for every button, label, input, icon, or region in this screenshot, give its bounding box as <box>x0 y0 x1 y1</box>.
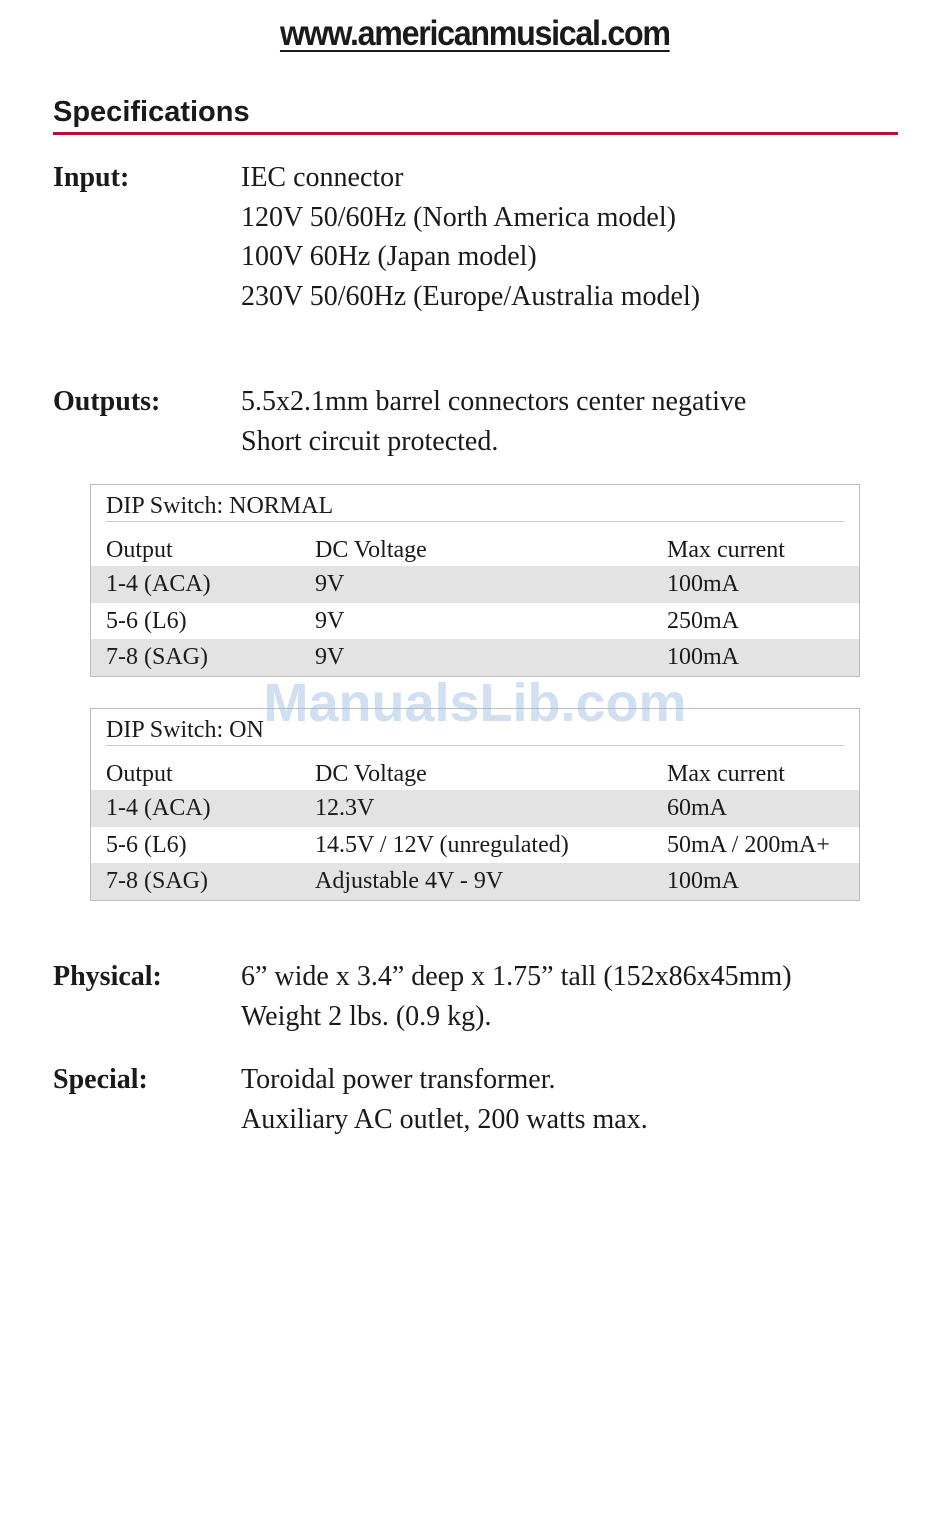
cell-current: 250mA <box>667 607 739 634</box>
spec-input-line: 100V 60Hz (Japan model) <box>241 241 537 272</box>
spec-outputs-values <box>241 382 746 461</box>
table-row <box>91 603 859 640</box>
spec-physical-values <box>241 957 792 1036</box>
spec-physical-line: 6” wide x 3.4” deep x 1.75” tall (152x86x45mm) <box>241 961 792 992</box>
cell-current: 100mA <box>667 868 739 894</box>
table-title: DIP Switch: NORMAL <box>106 491 844 522</box>
column-header-voltage: DC Voltage <box>315 761 427 787</box>
cell-voltage: Adjustable 4V - 9V <box>315 868 504 894</box>
spec-outputs-label: Outputs: <box>53 386 161 417</box>
spec-physical-line: Weight 2 lbs. (0.9 kg). <box>241 1000 492 1032</box>
watermark: ManualsLib.com <box>263 673 687 733</box>
table-row <box>91 827 859 864</box>
cell-voltage: 12.3V <box>315 795 375 821</box>
cell-output: 7-8 (SAG) <box>106 644 208 670</box>
column-header-current: Max current <box>667 537 785 563</box>
column-header-output: Output <box>106 761 173 787</box>
cell-current: 50mA / 200mA+ <box>667 831 830 858</box>
dip-switch-normal-table <box>90 484 860 677</box>
table-row <box>91 639 859 676</box>
spec-special-line: Auxiliary AC outlet, 200 watts max. <box>241 1103 648 1135</box>
cell-output: 1-4 (ACA) <box>106 571 211 597</box>
table-row <box>91 790 859 827</box>
spec-outputs-line: Short circuit protected. <box>241 425 499 457</box>
cell-current: 60mA <box>667 795 727 821</box>
cell-output: 1-4 (ACA) <box>106 795 211 821</box>
cell-voltage: 9V <box>315 644 345 670</box>
website-url[interactable]: www.americanmusical.com <box>280 14 670 53</box>
table-title: DIP Switch: ON <box>106 715 844 746</box>
spec-physical-label: Physical: <box>53 961 162 992</box>
spec-special-values <box>241 1060 648 1139</box>
cell-current: 100mA <box>667 571 739 597</box>
cell-output: 5-6 (L6) <box>106 607 187 634</box>
spec-outputs-line: 5.5x2.1mm barrel connectors center negative <box>241 386 747 417</box>
spec-input-line: IEC connector <box>241 162 404 193</box>
cell-current: 100mA <box>667 644 739 670</box>
section-divider <box>53 132 898 135</box>
section-title: Specifications <box>53 96 250 128</box>
column-header-current: Max current <box>667 761 785 787</box>
cell-output: 5-6 (L6) <box>106 831 187 858</box>
table-row <box>91 863 859 900</box>
column-header-output: Output <box>106 537 173 563</box>
cell-voltage: 9V <box>315 607 345 634</box>
spec-input-values <box>241 158 700 316</box>
spec-special-label: Special: <box>53 1064 148 1095</box>
spec-input-line: 120V 50/60Hz (North America model) <box>241 201 676 233</box>
cell-output: 7-8 (SAG) <box>106 868 208 894</box>
table-header-row <box>91 522 859 566</box>
table-row <box>91 566 859 603</box>
cell-voltage: 14.5V / 12V (unregulated) <box>315 831 569 858</box>
table-header-row <box>91 746 859 790</box>
cell-voltage: 9V <box>315 571 345 597</box>
spec-input-label: Input: <box>53 162 130 193</box>
spec-input-line: 230V 50/60Hz (Europe/Australia model) <box>241 280 701 312</box>
website-url-header <box>0 14 950 54</box>
spec-special-line: Toroidal power transformer. <box>241 1064 556 1095</box>
column-header-voltage: DC Voltage <box>315 537 427 563</box>
dip-switch-on-table <box>90 708 860 901</box>
